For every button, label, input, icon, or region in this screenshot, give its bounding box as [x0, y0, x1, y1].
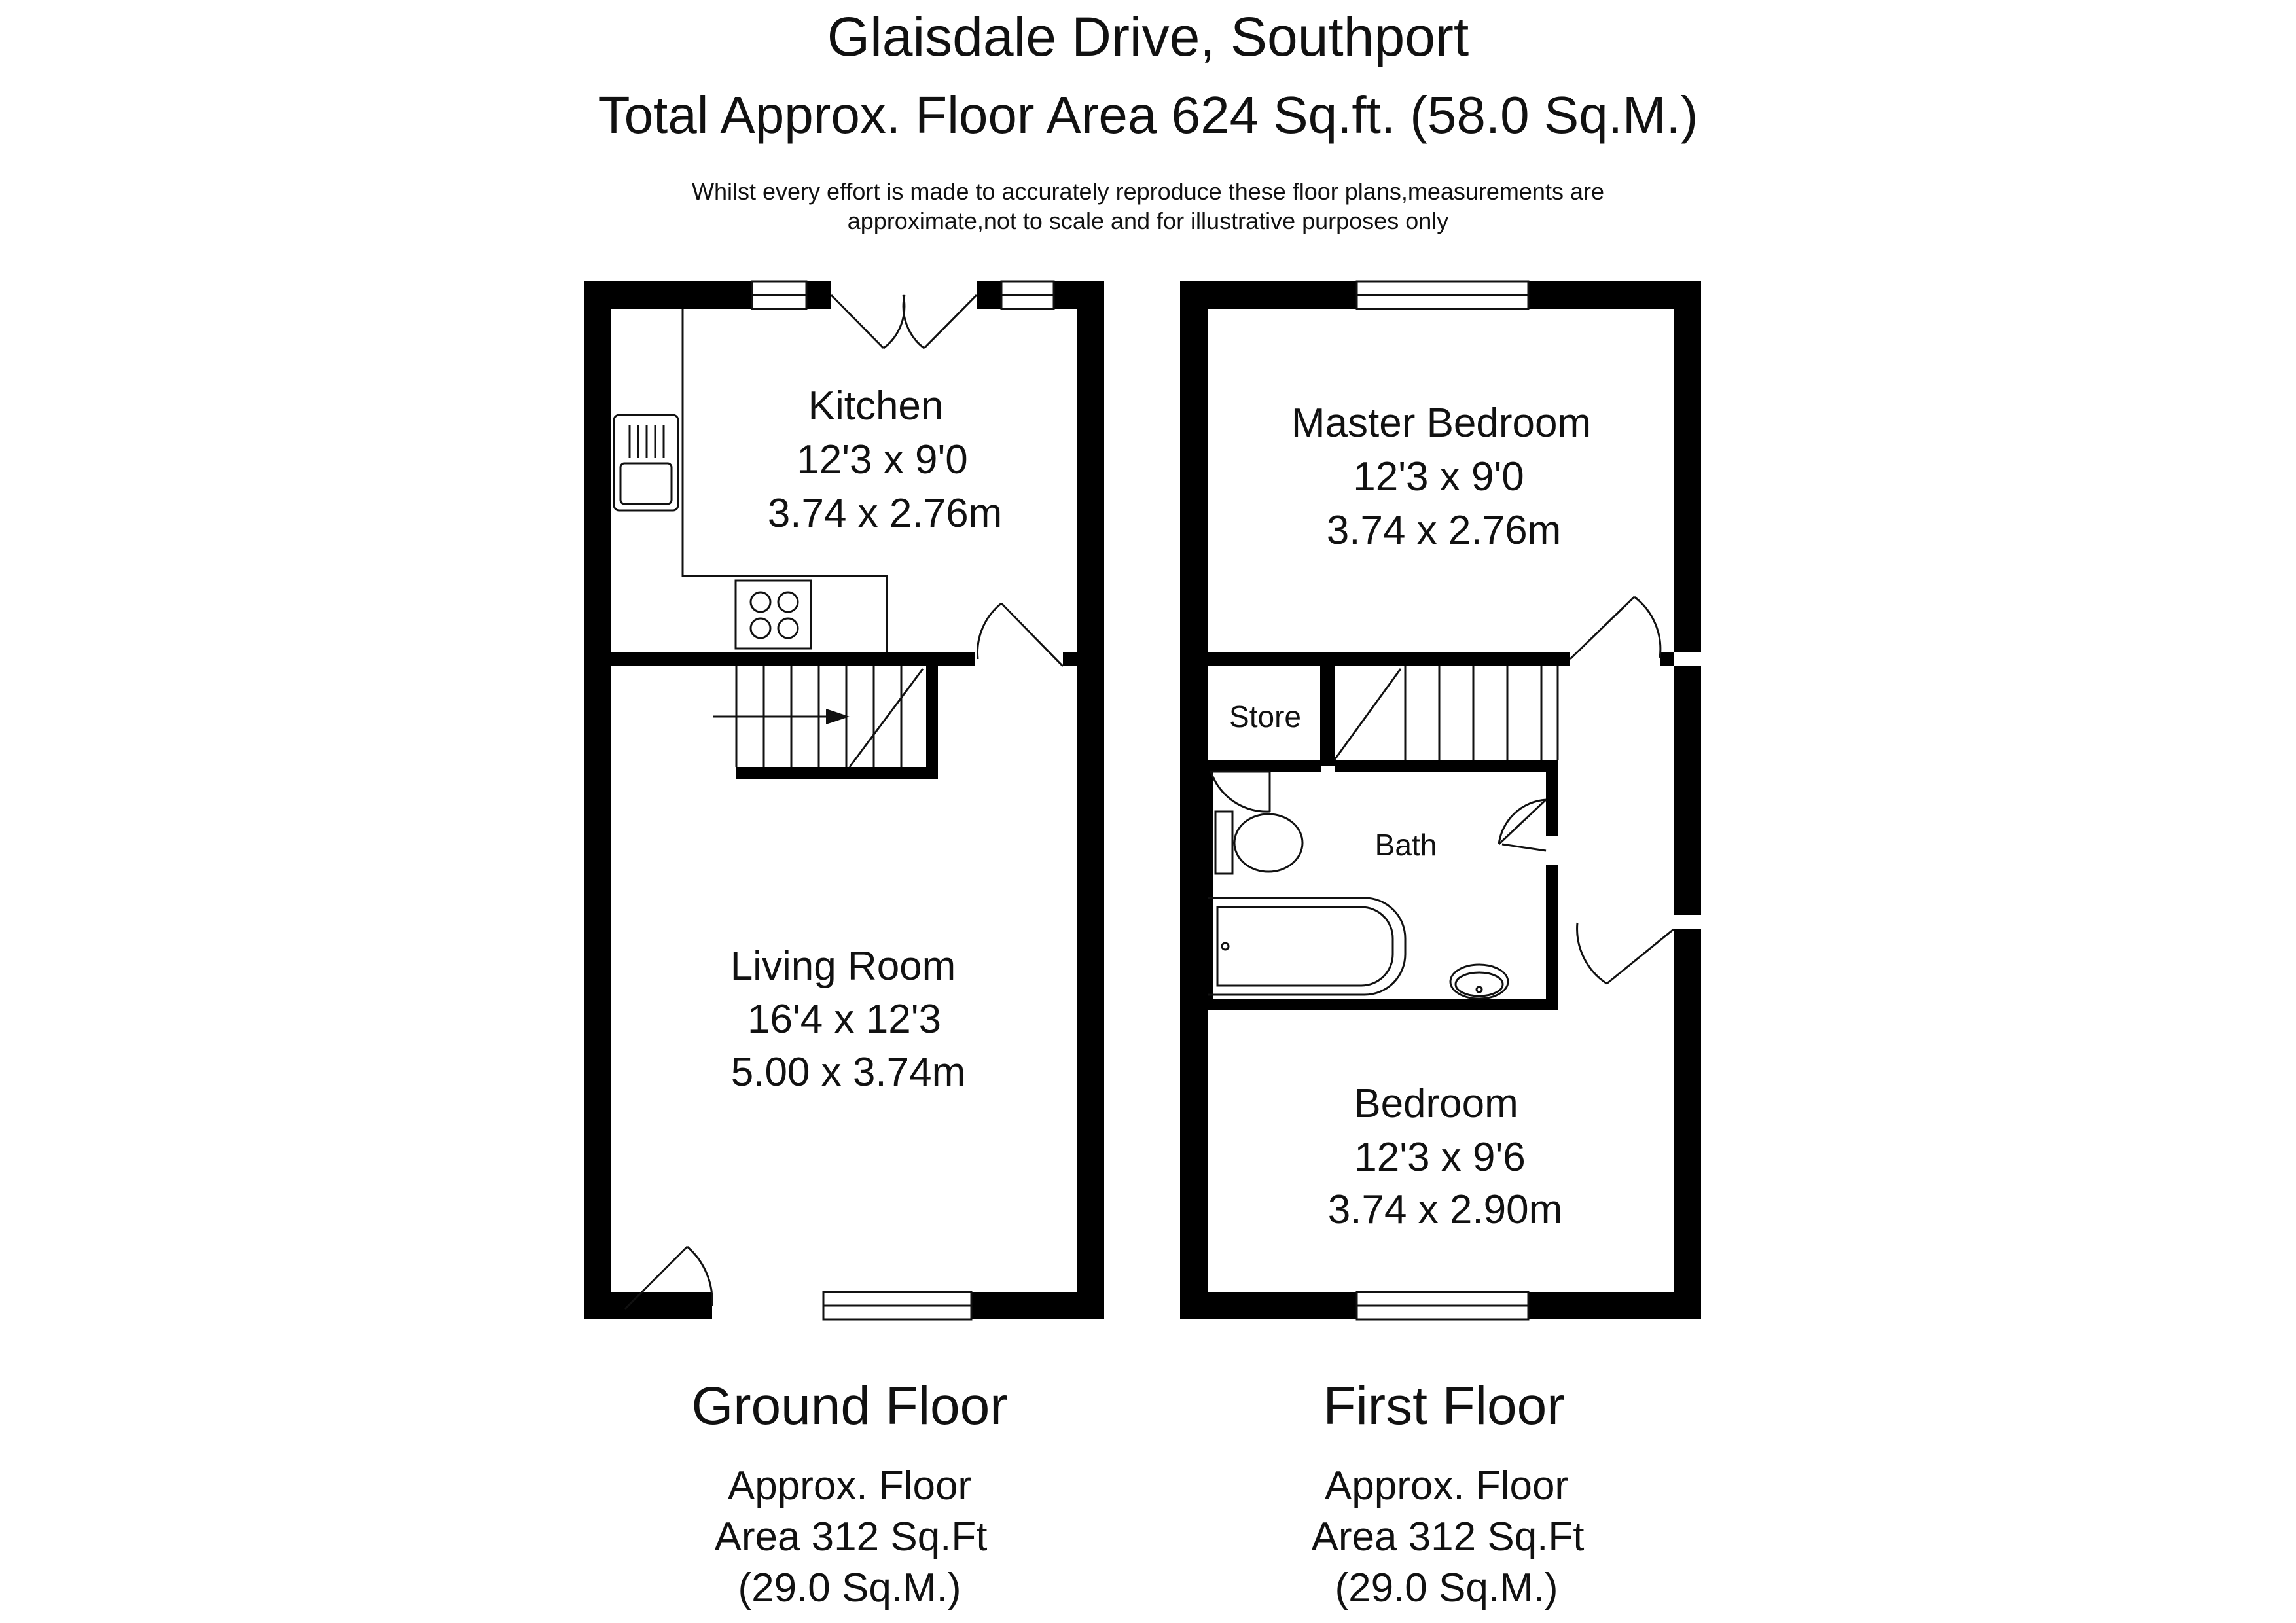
bedroom-metric: 3.74 x 2.90m [1327, 1187, 1563, 1232]
first-floor-area-line-1: Approx. Floor [1324, 1463, 1569, 1508]
first-floor-area-line-2: Area 312 Sq.Ft [1311, 1514, 1585, 1560]
kitchen-imperial: 12'3 x 9'0 [797, 437, 968, 482]
ground-floor-area-line-1: Approx. Floor [727, 1463, 972, 1508]
disclaimer-line-2: approximate,not to scale and for illustrative purposes only [847, 207, 1449, 234]
bedroom-name: Bedroom [1354, 1081, 1518, 1126]
kitchen-name: Kitchen [808, 383, 944, 429]
kitchen-metric: 3.74 x 2.76m [767, 491, 1003, 536]
ground-floor-area-line-3: (29.0 Sq.M.) [738, 1565, 961, 1611]
ground-floor-title: Ground Floor [691, 1376, 1008, 1436]
disclaimer-line-1: Whilst every effort is made to accurately reproduce these floor plans,measurements are [692, 178, 1604, 205]
first-floor-title: First Floor [1323, 1376, 1565, 1436]
bath-label: Bath [1374, 828, 1437, 862]
living-room-name: Living Room [730, 944, 956, 989]
first-floor-area-line-3: (29.0 Sq.M.) [1335, 1565, 1558, 1611]
total-floor-area: Total Approx. Floor Area 624 Sq.ft. (58.0 Sq.M.) [598, 86, 1698, 144]
store-label: Store [1229, 700, 1301, 734]
master-bedroom-name: Master Bedroom [1291, 401, 1592, 446]
master-bedroom-imperial: 12'3 x 9'0 [1353, 454, 1524, 499]
living-room-imperial: 16'4 x 12'3 [747, 997, 942, 1042]
bedroom-imperial: 12'3 x 9'6 [1354, 1135, 1526, 1180]
living-room-metric: 5.00 x 3.74m [730, 1050, 966, 1095]
plan-title: Glaisdale Drive, Southport [827, 6, 1469, 67]
ground-floor-area-line-2: Area 312 Sq.Ft [714, 1514, 988, 1560]
master-bedroom-metric: 3.74 x 2.76m [1326, 508, 1562, 553]
